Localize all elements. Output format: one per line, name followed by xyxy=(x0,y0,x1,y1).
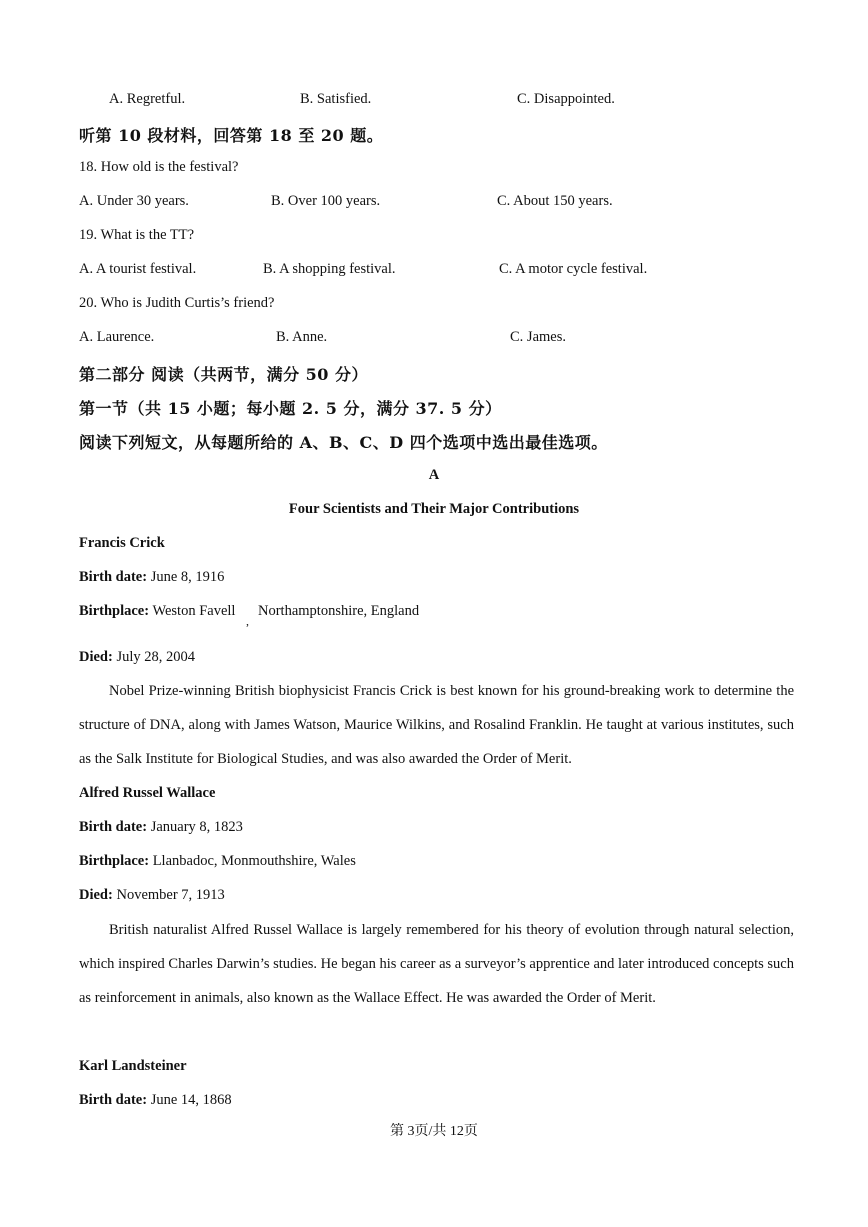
birth-date-label: Birth date: xyxy=(79,569,148,585)
section-one-title: 第一节（共 15 小题；每小题 2. 5 分，满分 37. 5 分） xyxy=(79,399,502,418)
died-line xyxy=(79,649,195,666)
birthplace-value-continued: Northamptonshire, England xyxy=(258,603,420,619)
scientist-bio: British naturalist Alfred Russel Wallace is largely remembered for his theory of evolution through natural selection, which inspired Charles Darwin’s studies. He began his career as a surveyor’s apprentice and later introduced concepts such as reinforcement in animals, also known as the Wallace Effect. He was awarded the Order of Merit. xyxy=(79,922,794,1006)
q19-option-b: B. A shopping festival. xyxy=(263,261,396,277)
birthplace-value: Llanbadoc, Monmouthshire, Wales xyxy=(152,853,356,869)
birth-date-value: January 8, 1823 xyxy=(150,819,243,835)
q17-option-b: B. Satisfied. xyxy=(300,91,372,107)
q18-option-c: C. About 150 years. xyxy=(497,193,613,209)
birthplace-comma: , xyxy=(246,614,249,628)
birthplace-line xyxy=(79,603,235,620)
scientist-name: Karl Landsteiner xyxy=(79,1058,187,1074)
q17-option-a: A. Regretful. xyxy=(109,91,186,107)
q19-option-c: C. A motor cycle festival. xyxy=(499,261,648,277)
birth-date-line xyxy=(79,1092,232,1109)
q20-option-c: C. James. xyxy=(510,329,566,345)
question-20-stem: 20. Who is Judith Curtis’s friend? xyxy=(79,295,275,311)
scientist-bio: Nobel Prize-winning British biophysicist Francis Crick is best known for his ground-breaking work to determine the structure of DNA, along with James Watson, Maurice Wilkins, and Rosalind Franklin. He taught at various institutes, such as the Salk Institute for Biological Studies, and was also awarded the Order of Merit. xyxy=(79,683,794,767)
q18-option-b: B. Over 100 years. xyxy=(271,193,381,209)
birth-date-line xyxy=(79,819,243,836)
scientist-name: Alfred Russel Wallace xyxy=(79,785,216,801)
listening-section-heading: 听第 10 段材料，回答第 18 至 20 题。 xyxy=(79,126,384,145)
reading-instruction: 阅读下列短文，从每题所给的 A、B、C、D 四个选项中选出最佳选项。 xyxy=(79,433,608,452)
question-19-stem: 19. What is the TT? xyxy=(79,227,195,243)
birth-date-label: Birth date: xyxy=(79,1092,148,1108)
birthplace-value: Weston Favell xyxy=(152,603,236,619)
birth-date-value: June 14, 1868 xyxy=(150,1092,232,1108)
scientist-name: Francis Crick xyxy=(79,535,165,551)
died-label: Died: xyxy=(79,649,113,665)
birthplace-line xyxy=(79,853,356,870)
passage-title: Four Scientists and Their Major Contributions xyxy=(288,501,580,517)
page-number-footer: 第 3页/共 12页 xyxy=(390,1124,478,1139)
died-value: November 7, 1913 xyxy=(116,887,225,903)
q17-option-c: C. Disappointed. xyxy=(517,91,615,107)
passage-letter: A xyxy=(428,467,440,483)
died-label: Died: xyxy=(79,887,113,903)
died-value: July 28, 2004 xyxy=(116,649,196,665)
birth-date-line xyxy=(79,569,224,586)
birthplace-label: Birthplace: xyxy=(79,853,150,869)
birthplace-label: Birthplace: xyxy=(79,603,150,619)
birth-date-value: June 8, 1916 xyxy=(150,569,225,585)
birth-date-label: Birth date: xyxy=(79,819,148,835)
died-line xyxy=(79,887,225,904)
q20-option-a: A. Laurence. xyxy=(79,329,155,345)
q18-option-a: A. Under 30 years. xyxy=(79,193,189,209)
part-two-title: 第二部分 阅读（共两节，满分 50 分） xyxy=(79,365,368,384)
question-18-stem: 18. How old is the festival? xyxy=(79,159,239,175)
q20-option-b: B. Anne. xyxy=(276,329,328,345)
q19-option-a: A. A tourist festival. xyxy=(79,261,197,277)
